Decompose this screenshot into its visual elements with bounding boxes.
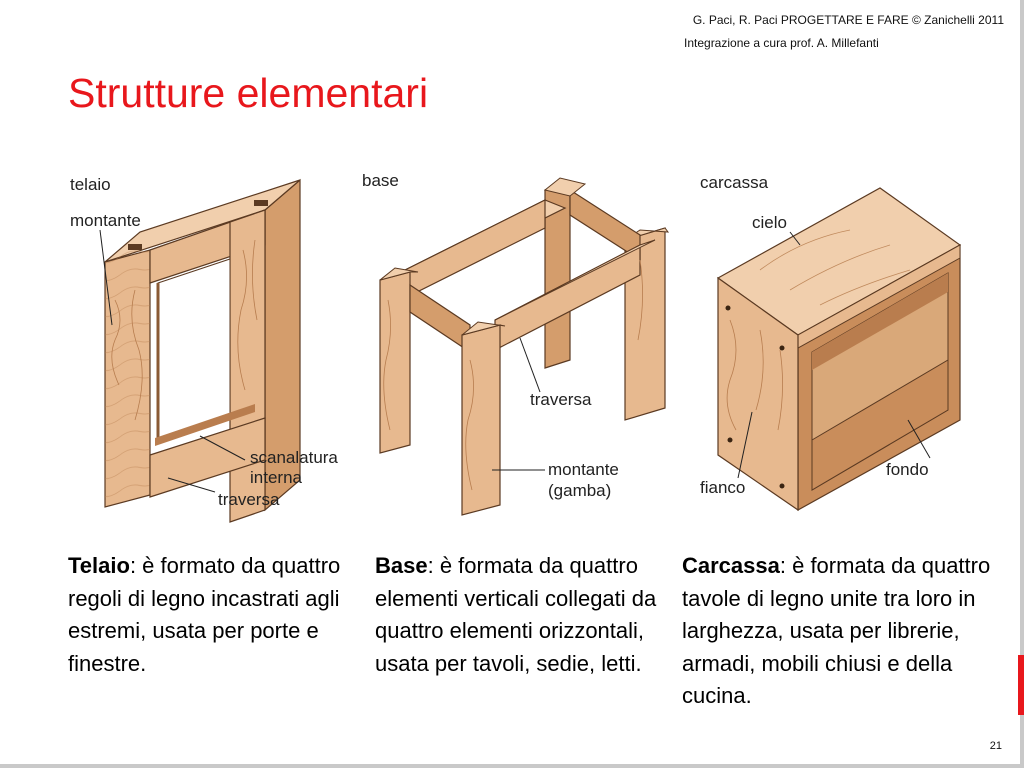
telaio-illustration (70, 175, 338, 522)
frame-border-bottom (0, 764, 1024, 768)
telaio-traversa-label: traversa (218, 490, 280, 509)
carcassa-cielo-label: cielo (752, 213, 787, 232)
carcassa-fondo-label: fondo (886, 460, 929, 479)
telaio-montante-label: montante (70, 211, 141, 230)
telaio-interna-label: interna (250, 468, 302, 487)
telaio-text: : è formato da quattro regoli di legno incastrati agli estremi, usata per porte e finestre. (68, 553, 341, 676)
base-label: base (362, 171, 399, 190)
side-accent-tab (1018, 655, 1024, 715)
base-description (375, 550, 680, 680)
carcassa-text: : è formata da quattro tavole di legno unite tra loro in larghezza, usata per librerie, armadi, mobili chiusi e della cucina. (682, 553, 991, 708)
page-number: 21 (989, 740, 1002, 752)
copyright-credit: G. Paci, R. Paci PROGETTARE E FARE © Zanichelli 2011 (692, 13, 1004, 27)
base-traversa-label: traversa (530, 390, 592, 409)
telaio-term: Telaio (68, 553, 130, 578)
base-term: Base (375, 553, 428, 578)
carcassa-description (682, 550, 1002, 713)
base-gamba-label: (gamba) (548, 481, 612, 500)
carcassa-illustration (700, 173, 960, 510)
telaio-scanalatura-label: scanalatura (250, 448, 338, 467)
base-illustration (362, 171, 668, 515)
telaio-label: telaio (70, 175, 111, 194)
base-text: : è formata da quattro elementi verticali collegati da quattro elementi orizzontali, usata per tavoli, sedie, letti. (375, 553, 657, 676)
slide-title: Strutture elementari (68, 70, 429, 116)
telaio-description (68, 550, 358, 680)
frame-border-right (1020, 0, 1024, 768)
carcassa-fianco-label: fianco (700, 478, 746, 497)
carcassa-term: Carcassa (682, 553, 780, 578)
author-credit: Integrazione a cura prof. A. Millefanti (684, 36, 879, 50)
carcassa-label: carcassa (700, 173, 769, 192)
base-montante-label: montante (548, 460, 619, 479)
